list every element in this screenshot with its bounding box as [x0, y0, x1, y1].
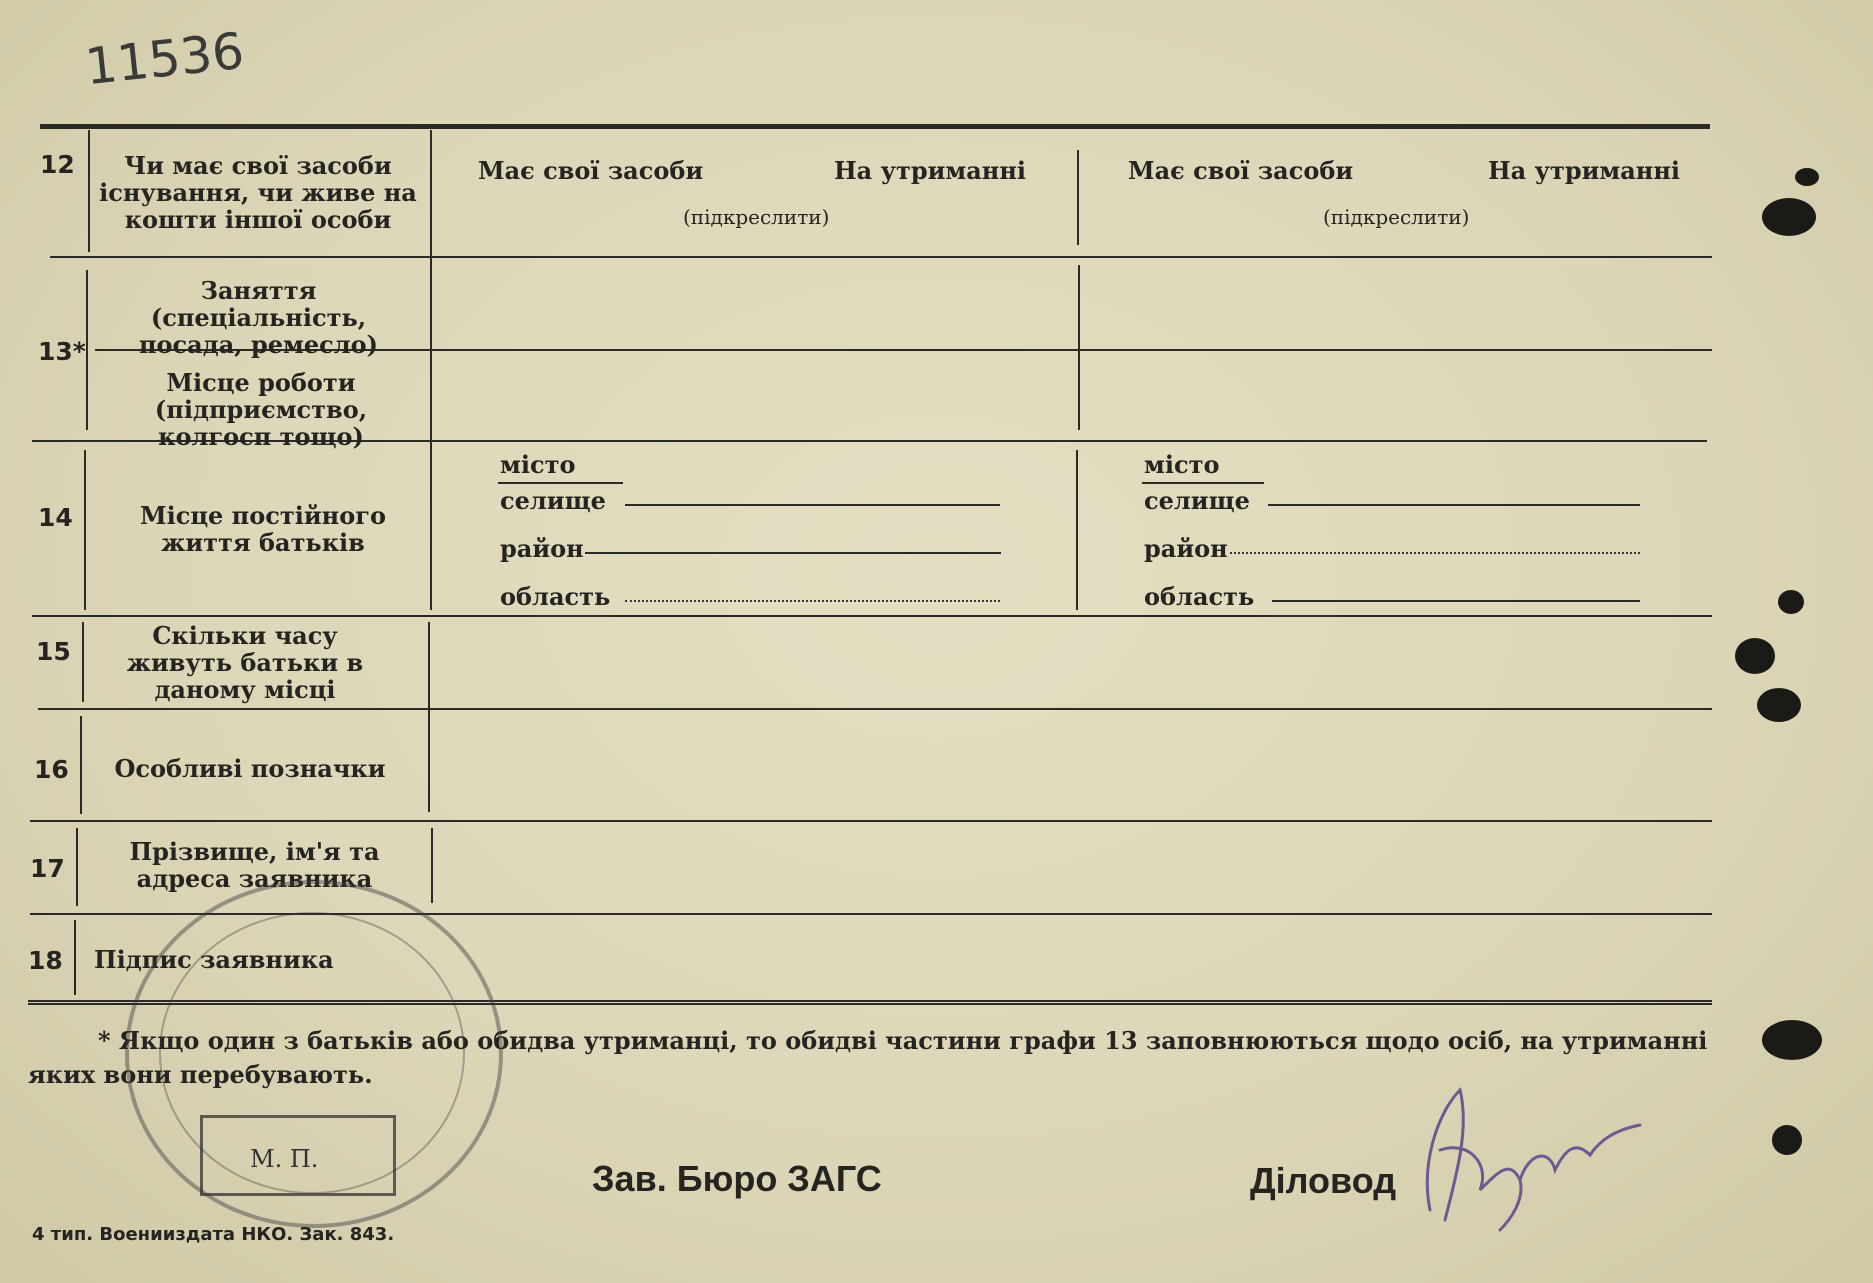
- rule-after-15: [38, 708, 1712, 710]
- clerk-title: Діловод: [1250, 1160, 1397, 1201]
- city-field-label-2: місто: [1144, 450, 1220, 479]
- footnote: * Якщо один з батьків або обидва утриманці, то обидві частини графи 13 заповнюються щодо осіб, на утриманні яких вони перебувають.: [28, 1026, 1708, 1089]
- row-number-18: 18: [28, 946, 63, 975]
- label-right-border: [430, 130, 432, 610]
- row-number-12: 12: [40, 150, 75, 179]
- row-18-label: Підпис заявника: [94, 945, 334, 974]
- city-underline-2: [1142, 482, 1264, 484]
- row-13-workplace-label: Місце роботи (підприємство, колгосп тощо): [154, 368, 368, 451]
- binding-hole: [1778, 590, 1804, 614]
- column-divider: [1076, 450, 1078, 610]
- label-left-border: [74, 920, 76, 995]
- district-line: [585, 552, 1001, 554]
- region-field-label-2: область: [1144, 582, 1255, 611]
- label-right-border: [431, 828, 433, 903]
- label-left-border: [84, 450, 86, 610]
- binding-hole: [1795, 168, 1819, 186]
- settlement-field-label-2: селище: [1144, 486, 1250, 515]
- district-field-label: район: [500, 534, 584, 563]
- row-12-note-1: (підкреслити): [683, 205, 830, 229]
- row-12-label: Чи має свої засоби існування, чи живе на кошти іншої особи: [99, 151, 417, 234]
- city-underline: [498, 482, 623, 484]
- label-left-border: [82, 622, 84, 702]
- region-line: [625, 600, 1000, 602]
- rule-after-12: [50, 256, 1712, 258]
- row-12-option-own-means-2: Має свої засоби: [1128, 156, 1354, 185]
- binding-hole: [1762, 198, 1816, 236]
- row-17-label: Прізвище, ім'я та адреса заявника: [129, 837, 380, 893]
- column-divider: [1078, 265, 1080, 430]
- handwritten-number: 11536: [82, 21, 247, 97]
- row-number-13: 13*: [38, 337, 86, 366]
- row-number-15: 15: [36, 637, 71, 666]
- row-number-17: 17: [30, 854, 65, 883]
- top-rule: [40, 124, 1710, 129]
- label-left-border: [80, 716, 82, 814]
- label-right-border: [428, 622, 430, 812]
- region-field-label: область: [500, 582, 611, 611]
- row-12-option-own-means-1: Має свої засоби: [478, 156, 704, 185]
- binding-hole: [1762, 1020, 1822, 1060]
- clerk-signature: [1400, 1070, 1660, 1240]
- binding-hole: [1772, 1125, 1802, 1155]
- row-14-label: Місце постійного життя батьків: [140, 501, 386, 557]
- label-left-border: [88, 130, 90, 252]
- district-field-label-2: район: [1144, 534, 1228, 563]
- rule-after-16: [30, 820, 1712, 822]
- seal-place-label: М. П.: [250, 1145, 319, 1173]
- row-12-option-dependent-2: На утриманні: [1488, 156, 1681, 185]
- binding-hole: [1757, 688, 1801, 722]
- region-line-2: [1272, 600, 1640, 602]
- settlement-line-2: [1268, 504, 1640, 506]
- registry-head-title: Зав. Бюро ЗАГС: [592, 1158, 882, 1199]
- row-number-14: 14: [38, 503, 73, 532]
- rule-after-14: [32, 615, 1712, 617]
- row-16-label: Особливі позначки: [114, 754, 386, 783]
- city-field-label: місто: [500, 450, 576, 479]
- row-13-occupation-label: Заняття (спеціальність, посада, ремесло): [138, 276, 379, 359]
- binding-hole: [1735, 638, 1775, 674]
- settlement-line: [625, 504, 1000, 506]
- row-number-16: 16: [34, 755, 69, 784]
- printer-imprint: 4 тип. Военииздата НКО. Зак. 843.: [32, 1224, 395, 1245]
- row-12-option-dependent-1: На утриманні: [834, 156, 1027, 185]
- column-divider: [1077, 150, 1079, 245]
- district-line-2: [1230, 552, 1640, 554]
- row-12-note-2: (підкреслити): [1323, 205, 1470, 229]
- settlement-field-label: селище: [500, 486, 606, 515]
- label-left-border: [76, 828, 78, 906]
- row-15-label: Скільки часу живуть батьки в даному місці: [126, 621, 364, 704]
- label-left-border: [86, 270, 88, 430]
